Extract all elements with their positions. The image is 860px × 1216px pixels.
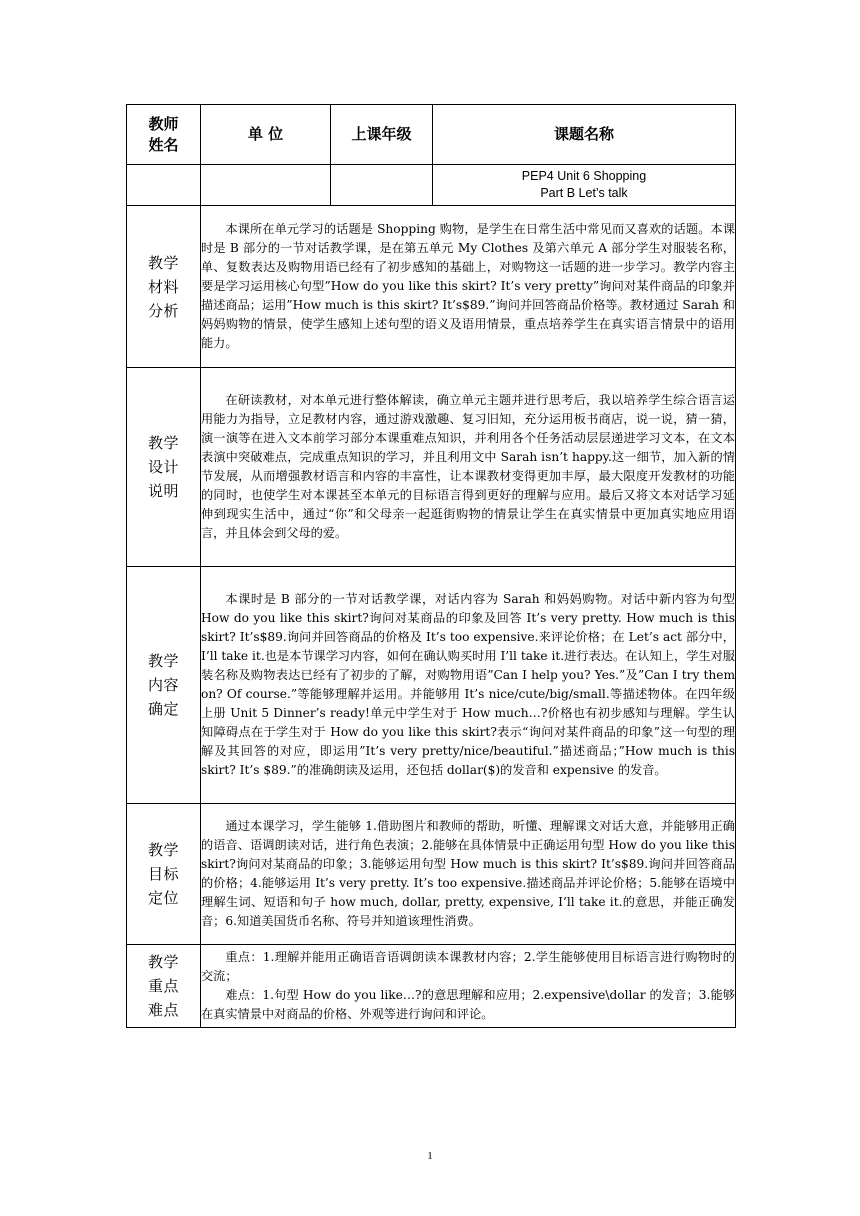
topic-line-1: PEP4 Unit 6 Shopping (521, 169, 647, 183)
section-body-materials (201, 206, 736, 368)
topic-cell (433, 165, 736, 206)
topic-line-2: Part B Let’s talk (540, 186, 628, 200)
section-row-content (127, 567, 736, 804)
section-body-content (201, 567, 736, 804)
topic-row (127, 165, 736, 206)
grade-cell (331, 165, 433, 206)
section-row-objectives (127, 804, 736, 945)
topic-header: 课题名称 (433, 105, 736, 165)
paragraph-key-points: 重点：1.理解并能用正确语音语调朗读本课教材内容；2.学生能够使用目标语言进行购物时的交流； (201, 949, 735, 983)
teacher-name-header: 教师 姓名 (127, 105, 201, 165)
section-label-objectives: 教学 目标 定位 (127, 804, 201, 945)
section-label-content: 教学 内容 确定 (127, 567, 201, 804)
section-label-design: 教学 设计 说明 (127, 368, 201, 567)
paragraph-difficulties: 难点：1.句型 How do you like…?的意思理解和应用；2.expensive\dollar 的发音；3.能够在真实情景中对商品的价格、外观等进行询问和评论。 (201, 988, 735, 1022)
paragraph: 在研读教材，对本单元进行整体解读，确立单元主题并进行思考后，我以培养学生综合语言运用能力为指导，立足教材内容，通过游戏激趣、复习旧知，充分运用板书商店，说一说，猜一猜，演一演等在进入文本前学习部分本课重难点知识，并利用各个任务活动层层递进学习文本，在文本表演中突破难点，完成重点知识的学习，并且利用文中 Sarah isn’t happy.这一细节，加入新的情节发展，从而增强教材语言和内容的丰富性，让本课教材变得更加丰厚，最大限度开发教材的功能的同时，也使学生对本课甚至本单元的目标语言得到更好的理解与应用。最后又将文本对话学习延伸到现实生活中，通过“你”和父母亲一起逛街购物的情景让学生在真实情景中更加真实地应用语言，并且体会到父母的爱。 (201, 392, 735, 541)
header-row (127, 105, 736, 165)
section-row-materials (127, 206, 736, 368)
paragraph: 通过本课学习，学生能够 1.借助图片和教师的帮助，听懂、理解课文对话大意，并能够用正确的语音、语调朗读对话，进行角色表演；2.能够在具体情景中正确运用句型 How do you like this skirt?询问对某商品的印象；3.能够运用句型 How much is this skirt? It’s$89.询问并回答商品的价格；4.能够运用 It’s very pretty. It’s too expensive.描述商品并评论价格；5.能够在语境中理解生词、短语和句子 how much, dollar, pretty, expensive, I’ll take it.的意思，并能正确发音；6.知道美国货币名称、符号并知道该理性消费。 (201, 818, 735, 929)
section-body-key-points (201, 945, 736, 1028)
lesson-plan-table (126, 104, 736, 1028)
section-row-design (127, 368, 736, 567)
teacher-name-cell (127, 165, 201, 206)
grade-header: 上课年级 (331, 105, 433, 165)
section-label-materials: 教学 材料 分析 (127, 206, 201, 368)
section-row-key-points (127, 945, 736, 1028)
unit-header: 单 位 (201, 105, 331, 165)
section-body-design (201, 368, 736, 567)
unit-cell (201, 165, 331, 206)
paragraph: 本课时是 B 部分的一节对话教学课，对话内容为 Sarah 和妈妈购物。对话中新内容为句型 How do you like this skirt?询问对某商品的印象及回答 It’s very pretty. How much is this skirt? It’s$89.询问并回答商品的价格及 It’s too expensive.来评论价格；在 Let’s act 部分中，I’ll take it.也是本节课学习内容，如何在确认购买时用 I’ll take it.进行表达。在认知上，学生对服装名称及购物表达已经有了初步的了解，对购物用语”Can I help you? Yes.”及”Can I try them on? Of course.”等能够理解并运用。并能够用 It’s nice/cute/big/small.等描述物体。在四年级上册 Unit 5 Dinner’s ready!单元中学生对于 How much…?价格也有初步感知与理解。学生认知障碍点在于学生对于 How do you like this skirt?表示“询问对某件商品的印象”这一句型的理解及其回答的对应，即运用”It’s very pretty/nice/beautiful.”描述商品；”How much is this skirt? It’s $89.”的准确朗读及运用，还包括 dollar($)的发音和 expensive 的发音。 (201, 591, 735, 778)
section-label-key-points: 教学 重点 难点 (127, 945, 201, 1028)
page-number: 1 (427, 1150, 433, 1162)
paragraph: 本课所在单元学习的话题是 Shopping 购物，是学生在日常生活中常见而又喜欢的话题。本课时是 B 部分的一节对话教学课，是在第五单元 My Clothes 及第六单元 A 部分学生对服装名称，单、复数表达及购物用语已经有了初步感知的基础上，对购物这一话题的进一步学习。教学内容主要是学习运用核心句型”How do you like this skirt? It’s very pretty”询问对某件商品的印象并描述商品；运用”How much is this skirt? It’s$89.”询问并回答商品价格等。教材通过 Sarah 和妈妈购物的情景，使学生感知上述句型的语义及语用情景，重点培养学生在真实语言情景中的语用能力。 (201, 221, 735, 351)
section-body-objectives (201, 804, 736, 945)
